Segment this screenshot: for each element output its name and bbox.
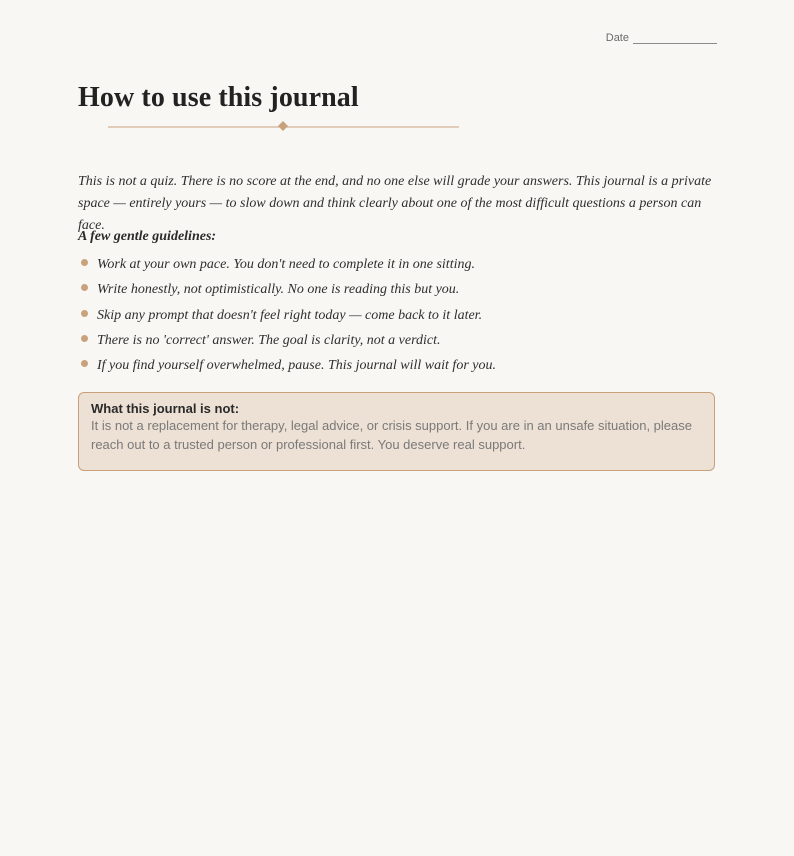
disclaimer-box [78, 392, 715, 471]
intro-paragraph: This is not a quiz. There is no score at the end, and no one else will grade your answers. This journal is a private space — entirely yours — to slow down and think clearly about one of the most difficult questions a person can face. [78, 174, 712, 233]
guideline-text: There is no 'correct' answer. The goal is clarity, not a verdict. [97, 332, 441, 348]
bullet-icon [81, 284, 88, 291]
guideline-text: Skip any prompt that doesn't feel right today — come back to it later. [97, 307, 483, 323]
bullet-icon [81, 310, 88, 317]
bullet-icon [81, 360, 88, 367]
guideline-text: If you find yourself overwhelmed, pause. This journal will wait for you. [97, 358, 496, 374]
diamond-ornament-icon [278, 121, 288, 131]
guideline-item [78, 330, 496, 355]
guideline-text: Work at your own pace. You don't need to complete it in one sitting. [97, 257, 475, 272]
guidelines-heading: A few gentle guidelines: [78, 229, 217, 244]
guideline-text: Write honestly, not optimistically. No one is reading this but you. [97, 282, 460, 298]
bullet-icon [81, 259, 88, 266]
disclaimer-title: What this journal is not: [91, 401, 240, 416]
title-divider [108, 120, 459, 134]
guideline-item [78, 355, 496, 380]
page-title: How to use this journal [78, 82, 359, 113]
guideline-item [78, 254, 496, 279]
date-label: Date [605, 32, 629, 44]
guideline-item [78, 279, 496, 304]
guidelines-list [78, 254, 496, 380]
disclaimer-body: It is not a replacement for therapy, legal advice, or crisis support. If you are in an unsafe situation, please reach out to a trusted person or professional first. You deserve real support. [91, 418, 692, 452]
date-blank-line [633, 32, 717, 44]
guideline-item [78, 305, 496, 330]
date-field [606, 32, 717, 44]
bullet-icon [81, 335, 88, 342]
